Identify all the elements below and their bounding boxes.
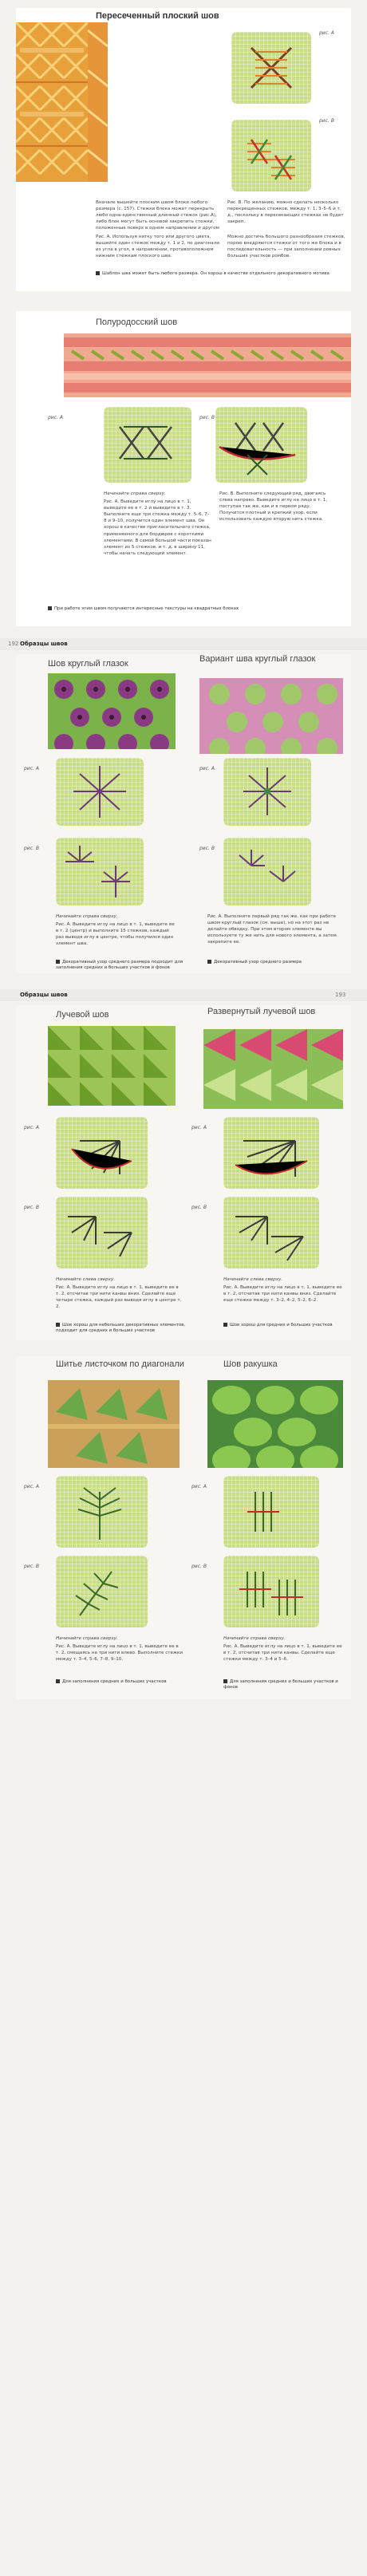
figure-label-a-right: рис. А	[191, 1484, 207, 1489]
body-text-right-2: Можно достичь большого разнообразия стежков, порою внедряются стежки от того же блока и в последовательность — при заполнении ровных больших участков ромбов.	[227, 235, 345, 259]
figure-label-a: рис. А	[319, 30, 334, 36]
diagram-a-right	[223, 1117, 319, 1189]
page-number: 193	[335, 992, 346, 998]
diagram-a	[231, 32, 311, 104]
section-title-right: Развернутый лучевой шов	[207, 1007, 316, 1016]
body-text-right: Рис. А. Выведите иглу на лицо в т. 1, выведите ее в т. 2, отсчитав три нити канвы вниз. Сделайте еще стежки между т. 3–2, 4–2, 5–2, 6–2.	[223, 1285, 342, 1304]
body-text-left: Вначале вышейте плоским швом блоки любого размера (с. 157). Стежки блока может перекрыть любо одна-единственный длинный стежок (рис.А), либо блок могут быть основой закрепить стежки, положенные поверх в одном направлении и другом	[96, 200, 219, 231]
stitch-photo-right	[207, 1380, 343, 1468]
stitch-photo-left	[48, 1380, 180, 1468]
note-right	[223, 1679, 343, 1691]
note-text: Декоративный узор среднего размера подходит для заполнения средних и больших участков и фонов	[56, 960, 184, 971]
figure-label-b-right: рис. В	[191, 1564, 207, 1569]
figure-label-a-left: рис. А	[24, 1484, 39, 1489]
body-text-left: Рис. А. Выведите иглу на лицо в т. 1, выведите ее в т. 2 (центр) и выполните 15 стежков, каждый раз выводя иглу в центре, чтобы получился один элемент шва.	[56, 922, 175, 947]
section-title: Пересеченный плоский шов	[96, 11, 219, 21]
diagram-b-right	[223, 1197, 319, 1268]
diagram-a-left	[56, 1117, 148, 1189]
section-round-eyelet-stitches	[16, 654, 351, 973]
note-right	[207, 960, 339, 965]
bullet-icon	[56, 1323, 60, 1327]
figure-label-b-right: рис. В	[191, 1205, 207, 1210]
start-label-right: Начинайте слева сверху.	[223, 1277, 283, 1282]
start-label-right: Начинайте справа сверху.	[223, 1636, 286, 1641]
header-label: Образцы швов	[20, 641, 68, 647]
note-left	[56, 1679, 191, 1685]
figure-label-b-left: рис. В	[24, 846, 39, 851]
stitch-photo-right	[88, 22, 108, 182]
bullet-icon	[56, 1679, 60, 1683]
note	[48, 606, 319, 612]
section-title-left: Шов круглый глазок	[48, 659, 128, 669]
stitch-photo-right	[199, 678, 343, 754]
note-text: Для заполнения средних и больших участков и фонов	[223, 1679, 338, 1690]
body-text-right: Рис. А. Выполните первый ряд так же, как при работе швом круглый глазок (см. выше), но на этот раз не делайте обводку. При этом втором элементе вы используете ту же нить для нового элемента, а затем закрепите ее.	[207, 914, 337, 945]
note-text: Декоративный узор среднего размера	[214, 960, 302, 965]
note-text: Шаблон шва может быть любого размера. Он хорош в качестве отдельного декоративного мотива	[102, 271, 330, 276]
body-text-right: Рис. В. Выполните следующий ряд, двигаясь слева направо. Выведите иглу на лицо в т. 1, поступая так же, как и в первом ряду. Получится плотный и крепкий узор, если использовать каждую вторую нить стежка.	[219, 491, 328, 523]
figure-label-b-left: рис. В	[24, 1205, 39, 1210]
diagram-b-left	[56, 838, 144, 905]
section-ray-stitches	[16, 1005, 351, 1340]
body-text-left: Рис. А. Выведите иглу на лицо в т. 1, выведите ее в т. 2, смещаясь на три нити влево. Выполните стежки между т. 3–4, 5–6, 7–8, 9–10.	[56, 1644, 184, 1663]
diagram-b-right	[223, 838, 311, 905]
section-title-right: Вариант шва круглый глазок	[199, 654, 316, 664]
diagram-b-left	[56, 1197, 148, 1268]
section-crossed-flat-stitch	[16, 8, 351, 291]
diagram-b	[231, 120, 311, 191]
body-text-right: Рис. А. Выведите иглу на лицо в т. 1, выведите ее в т. 2, отсчитав три нити канвы. Сделайте еще стежки между т. 3–4 и 5–6.	[223, 1644, 342, 1663]
body-text-left-2: Рис. А. Используя нитку того или другого цвета, вышейте один стежок между т. 1 и 2, по диагонали из угла в угол, в направлении, противоположном нижним стежкам плоского шва.	[96, 235, 219, 259]
diagram-a	[104, 407, 191, 483]
stitch-photo-left	[48, 673, 176, 749]
header-label: Образцы швов	[20, 992, 68, 998]
diagram-b-right	[223, 1556, 319, 1627]
stitch-photo-left	[48, 1026, 176, 1106]
figure-label-b-right: рис. В	[199, 846, 215, 851]
start-label: Начинайте справа сверху.	[104, 491, 166, 496]
bullet-icon	[223, 1323, 227, 1327]
section-title-right: Шов ракушка	[223, 1359, 278, 1369]
section-title-left: Лучевой шов	[56, 1010, 109, 1020]
note-text: Для заполнения средних и больших участков	[62, 1679, 167, 1684]
page-header	[0, 989, 367, 1001]
diagram-a-left	[56, 1476, 148, 1548]
note-text: Шов хорош для небольших декоративных элементов, подходит для средних и больших участков	[56, 1323, 186, 1334]
bullet-icon	[223, 1679, 227, 1683]
note-text: При работе этим швом получаются интересные текстуры на квадратных блоках	[54, 606, 239, 611]
bullet-icon	[96, 271, 100, 275]
section-leaf-shell-stitches	[16, 1356, 351, 1699]
stitch-photo	[16, 22, 88, 182]
figure-label-a: рис. А	[48, 415, 63, 420]
note-left	[56, 1323, 191, 1335]
start-label-left: Начинайте справа сверху.	[56, 1636, 118, 1641]
section-half-rhodes-stitch	[16, 311, 351, 626]
figure-label-a-left: рис. А	[24, 1125, 39, 1130]
start-label: Начинайте справа сверху.	[56, 914, 118, 919]
page-header	[0, 638, 367, 650]
diagram-a-right	[223, 1476, 319, 1548]
bullet-icon	[56, 960, 60, 964]
body-text-right: Рис. В. По желанию, можно сделать несколько перекрещенных стежков, между т. 1, 3–5–6 и т. д., поскольку в пересекающих стежках не будет закреп.	[227, 200, 344, 225]
bullet-icon	[48, 606, 52, 610]
section-title: Полуродосский шов	[96, 318, 178, 327]
page-number: 192	[8, 641, 19, 647]
figure-label-b: рис. В	[319, 118, 334, 124]
diagram-b	[215, 407, 307, 483]
diagram-a-right	[223, 758, 311, 826]
note-left	[56, 960, 187, 972]
stitch-photo	[64, 333, 351, 397]
figure-label-a-left: рис. А	[24, 766, 39, 771]
diagram-a-left	[56, 758, 144, 826]
figure-label-a-right: рис. А	[199, 766, 215, 771]
note	[96, 271, 335, 277]
note-text: Шов хорош для средних и больших участков	[230, 1323, 333, 1327]
bullet-icon	[207, 960, 211, 964]
stitch-photo-right	[203, 1029, 343, 1109]
diagram-b-left	[56, 1556, 148, 1627]
section-title-left: Шитье листочком по диагонали	[56, 1359, 184, 1369]
body-text-left: Рис. А. Выведите иглу на лицо в т. 1, выведите ее в т. 2 и выведите в т. 3. Выполните еще три стежка между т. 5–6, 7–8 и 9–10, получится один элемент шва. Он хорош в качестве пригласительного стежка, применяемого для бордюров с короткими элементами. В самой большой части показан элемент из 5 стежков, и т. д. в ширину 11, чтобы начать следующий элемент.	[104, 499, 211, 556]
start-label-left: Начинайте слева сверху.	[56, 1277, 116, 1282]
note-right	[223, 1323, 343, 1328]
figure-label-b-left: рис. В	[24, 1564, 39, 1569]
figure-label-b: рис. В	[199, 415, 215, 420]
body-text-left: Рис. А. Выведите иглу на лицо в т. 1, выведите ее в т. 2, отсчитав три нити канвы вниз. Сделайте еще четыре стежка, каждый раз выводя иглу в центре т. 2.	[56, 1285, 182, 1310]
figure-label-a-right: рис. А	[191, 1125, 207, 1130]
